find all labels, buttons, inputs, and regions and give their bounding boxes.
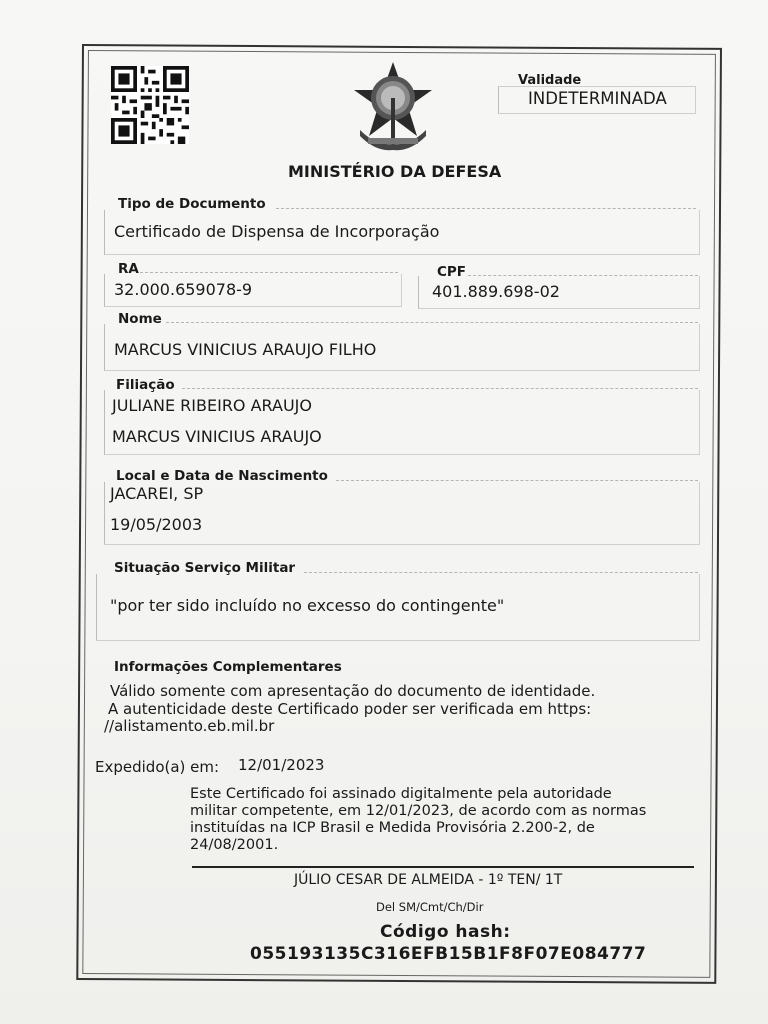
hash-label: Código hash:: [380, 922, 511, 942]
birth-label: Local e Data de Nascimento: [116, 468, 328, 484]
signer-unit: Del SM/Cmt/Ch/Dir: [376, 900, 484, 914]
brazil-coat-of-arms-emblem: [348, 60, 438, 156]
qr-code: [108, 66, 192, 144]
military-status-label: Situação Serviço Militar: [114, 560, 296, 576]
cpf-label: CPF: [437, 264, 467, 280]
military-status-value: "por ter sido incluído no excesso do contingente": [110, 596, 505, 615]
validity-label: Validade: [518, 73, 582, 88]
complementary-line3: //alistamento.eb.mil.br: [104, 717, 275, 735]
issued-date: 12/01/2023: [238, 756, 325, 774]
name-value: MARCUS VINICIUS ARAUJO FILHO: [114, 340, 377, 359]
father-name: MARCUS VINICIUS ARAUJO: [112, 427, 322, 446]
filiation-label: Filiação: [116, 377, 175, 393]
signature-text-line3: instituídas na ICP Brasil e Medida Provisória 2.200-2, de: [190, 820, 595, 836]
validity-value: INDETERMINADA: [528, 89, 667, 108]
signature-text-line2: militar competente, em 12/01/2023, de acordo com as normas: [190, 803, 647, 819]
name-label: Nome: [118, 311, 162, 327]
birth-date: 19/05/2003: [110, 515, 203, 534]
complementary-line1: Válido somente com apresentação do documento de identidade.: [110, 682, 596, 700]
cpf-value: 401.889.698-02: [432, 282, 560, 301]
signer-name: JÚLIO CESAR DE ALMEIDA - 1º TEN/ 1T: [294, 872, 563, 888]
signature-text-line1: Este Certificado foi assinado digitalmente pela autoridade: [190, 786, 612, 802]
document-type-label: Tipo de Documento: [118, 196, 266, 212]
hash-value: 055193135C316EFB15B1F8F07E084777: [250, 944, 647, 964]
ministry-title: MINISTÉRIO DA DEFESA: [288, 162, 502, 181]
issued-label: Expedido(a) em:: [95, 758, 220, 776]
birth-place: JACAREI, SP: [110, 484, 204, 503]
mother-name: JULIANE RIBEIRO ARAUJO: [112, 396, 312, 415]
signature-line: [192, 866, 694, 868]
signature-text-line4: 24/08/2001.: [190, 837, 279, 853]
complementary-line2: A autenticidade deste Certificado poder ser verificada em https:: [108, 700, 592, 718]
ra-value: 32.000.659078-9: [114, 280, 253, 299]
ra-label: RA: [118, 261, 139, 277]
complementary-label: Informações Complementares: [114, 659, 342, 675]
document-type-value: Certificado de Dispensa de Incorporação: [114, 222, 440, 241]
